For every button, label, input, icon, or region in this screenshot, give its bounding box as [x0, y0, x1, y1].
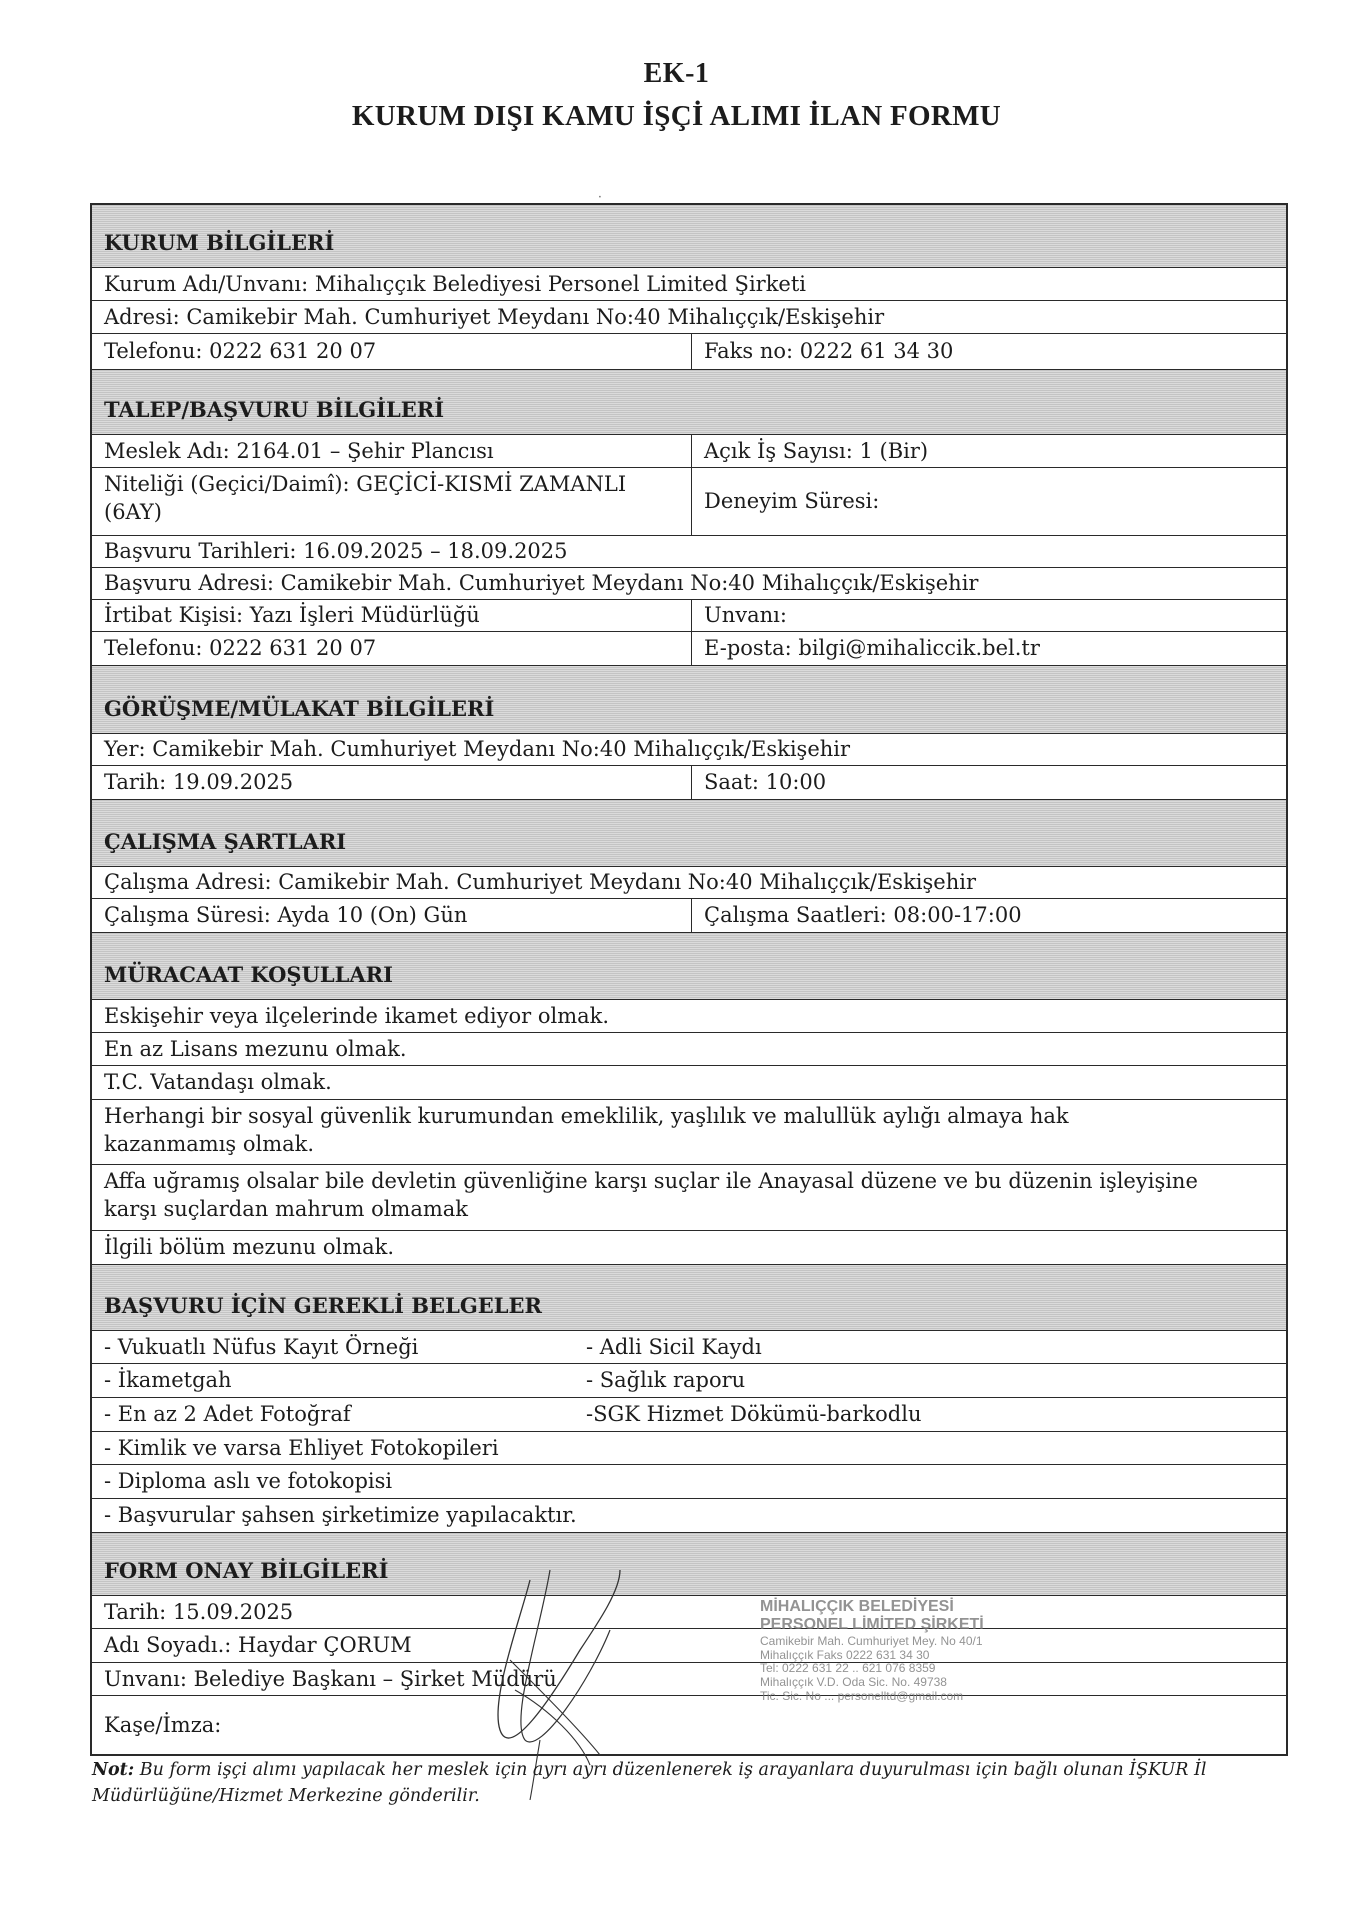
- document-item: -SGK Hizmet Dökümü-barkodlu: [586, 1402, 922, 1427]
- seal-signature-label: Kaşe/İmza:: [104, 1712, 222, 1737]
- document-row: [92, 1363, 1286, 1397]
- table-row: [92, 267, 1286, 300]
- section-title: ÇALIŞMA ŞARTLARI: [104, 829, 347, 854]
- section-header-kurum: [92, 205, 1286, 267]
- contact-email[interactable]: E-posta: bilgi@mihaliccik.bel.tr: [704, 636, 1040, 661]
- institution-address: Adresi: Camikebir Mah. Cumhuriyet Meydanı No:40 Mihalıççık/Eskişehir: [104, 304, 885, 329]
- section-header-onay: [92, 1532, 1286, 1595]
- stamp-line: MİHALIÇÇIK BELEDİYESİ: [760, 1598, 954, 1615]
- table-row: [92, 733, 1286, 765]
- table-row: [92, 1662, 1286, 1695]
- document-row: [92, 1498, 1286, 1532]
- table-row: [92, 765, 1286, 799]
- work-duration: Çalışma Süresi: Ayda 10 (On) Gün: [92, 899, 692, 932]
- note-text: Bu form işçi alımı yapılacak her meslek için ayrı ayrı düzenlenerek iş arayanlara duyurulması için bağlı olunan İŞKUR İl Müdürlüğüne/Hizmet Merkezine gönderilir.: [92, 1760, 1207, 1806]
- condition-item: [92, 1065, 1286, 1099]
- form-title: KURUM DIŞI KAMU İŞÇİ ALIMI İLAN FORMU: [351, 100, 1002, 132]
- table-row: [92, 599, 1286, 631]
- document-item: - En az 2 Adet Fotoğraf: [104, 1402, 351, 1427]
- annex-label: EK-1: [643, 58, 710, 89]
- table-row: [92, 434, 1286, 467]
- condition-text: Herhangi bir sosyal güvenlik kurumundan emeklilik, yaşlılık ve malullük aylığı almaya hak kazanmamış olmak.: [104, 1104, 1069, 1157]
- document-row: [92, 1464, 1286, 1498]
- section-header-calisma: [92, 799, 1286, 866]
- table-row: [92, 1628, 1286, 1662]
- document-item: - Kimlik ve varsa Ehliyet Fotokopileri: [104, 1435, 499, 1460]
- document-item: - Sağlık raporu: [586, 1368, 746, 1393]
- condition-text: En az Lisans mezunu olmak.: [104, 1036, 407, 1061]
- application-dates: Başvuru Tarihleri: 16.09.2025 – 18.09.2025: [104, 539, 568, 564]
- section-title: KURUM BİLGİLERİ: [104, 230, 335, 255]
- stamp-line: Tic. Sic. No ... personelltd@gmail.com: [760, 1688, 964, 1703]
- application-address: Başvuru Adresi: Camikebir Mah. Cumhuriyet Meydanı No:40 Mihalıççık/Eskişehir: [104, 571, 979, 596]
- condition-item: [92, 1164, 1286, 1230]
- condition-item: [92, 1230, 1286, 1264]
- table-row: [92, 1595, 1286, 1628]
- section-title: BAŞVURU İÇİN GEREKLİ BELGELER: [104, 1293, 542, 1318]
- stamp-line: Mihalıççık V.D. Oda Sic. No. 49738: [760, 1675, 947, 1690]
- table-row: [92, 631, 1286, 665]
- work-hours: Çalışma Saatleri: 08:00-17:00: [704, 903, 1022, 928]
- job-nature: Niteliği (Geçici/Daimî): GEÇİCİ-KISMİ ZAMANLI (6AY): [92, 468, 692, 535]
- section-title: GÖRÜŞME/MÜLAKAT BİLGİLERİ: [104, 696, 495, 721]
- table-row: [92, 1695, 1286, 1754]
- condition-text: Eskişehir veya ilçelerinde ikamet ediyor olmak.: [104, 1003, 610, 1028]
- approver-title: Unvanı: Belediye Başkanı – Şirket Müdürü: [104, 1666, 557, 1691]
- document-row: [92, 1330, 1286, 1363]
- document-item: - İkametgah: [104, 1368, 232, 1393]
- institution-fax: Faks no: 0222 61 34 30: [704, 339, 954, 364]
- section-title: MÜRACAAT KOŞULLARI: [104, 962, 393, 987]
- table-row: [92, 898, 1286, 932]
- work-address: Çalışma Adresi: Camikebir Mah. Cumhuriyet Meydanı No:40 Mihalıççık/Eskişehir: [104, 870, 977, 895]
- condition-item: [92, 1099, 1286, 1164]
- note-label: Not:: [92, 1760, 135, 1780]
- document-row: [92, 1397, 1286, 1431]
- condition-item: [92, 1032, 1286, 1065]
- table-row: [92, 866, 1286, 898]
- table-row: [92, 300, 1286, 333]
- institution-name: Kurum Adı/Unvanı: Mihalıççık Belediyesi Personel Limited Şirketi: [104, 271, 807, 296]
- section-header-muracaat: [92, 932, 1286, 999]
- document-item: - Adli Sicil Kaydı: [586, 1334, 762, 1359]
- footer-note: [92, 1757, 1292, 1809]
- announcement-form: [90, 203, 1288, 1756]
- document-item: - Vukuatlı Nüfus Kayıt Örneği: [104, 1334, 419, 1359]
- section-title: FORM ONAY BİLGİLERİ: [104, 1558, 389, 1583]
- document-row: [92, 1431, 1286, 1464]
- interview-place: Yer: Camikebir Mah. Cumhuriyet Meydanı No:40 Mihalıççık/Eskişehir: [104, 737, 851, 762]
- stamp-line: PERSONEL LİMİTED ŞİRKETİ: [760, 1616, 984, 1634]
- contact-title: Unvanı:: [704, 603, 787, 628]
- scan-speck: ‧: [598, 190, 602, 204]
- open-positions: Açık İş Sayısı: 1 (Bir): [704, 438, 929, 463]
- table-row: [92, 567, 1286, 599]
- stamp-line: Tel: 0222 631 22 .. 621 076 8359: [760, 1661, 936, 1676]
- section-header-talep: [92, 369, 1286, 434]
- institution-phone: Telefonu: 0222 631 20 07: [92, 334, 692, 369]
- approver-name: Adı Soyadı.: Haydar ÇORUM: [104, 1633, 412, 1658]
- contact-phone: Telefonu: 0222 631 20 07: [92, 632, 692, 665]
- contact-person: İrtibat Kişisi: Yazı İşleri Müdürlüğü: [92, 600, 692, 631]
- document-item: - Başvurular şahsen şirketimize yapılacaktır.: [104, 1503, 577, 1528]
- condition-text: Affa uğramış olsalar bile devletin güvenliğine karşı suçlar ile Anayasal düzene ve bu düzenin işleyişine karşı suçlardan mahrum olmamak: [104, 1169, 1198, 1222]
- occupation: Meslek Adı: 2164.01 – Şehir Plancısı: [92, 435, 692, 467]
- section-header-gorusme: [92, 665, 1286, 733]
- interview-date: Tarih: 19.09.2025: [92, 766, 692, 799]
- approval-date: Tarih: 15.09.2025: [104, 1599, 294, 1624]
- interview-time: Saat: 10:00: [704, 770, 827, 795]
- stamp-line: Mihalıççık Faks 0222 631 34 30: [760, 1647, 930, 1662]
- experience-duration: Deneyim Süresi:: [704, 489, 880, 514]
- table-row: [92, 535, 1286, 567]
- table-row: [92, 467, 1286, 535]
- stamp-line: Camikebir Mah. Cumhuriyet Mey. No 40/1: [760, 1633, 983, 1648]
- section-title: TALEP/BAŞVURU BİLGİLERİ: [104, 397, 445, 422]
- condition-text: T.C. Vatandaşı olmak.: [104, 1070, 332, 1095]
- condition-text: İlgili bölüm mezunu olmak.: [104, 1235, 395, 1260]
- section-header-belgeler: [92, 1264, 1286, 1330]
- document-item: - Diploma aslı ve fotokopisi: [104, 1469, 393, 1494]
- condition-item: [92, 999, 1286, 1032]
- table-row: [92, 333, 1286, 369]
